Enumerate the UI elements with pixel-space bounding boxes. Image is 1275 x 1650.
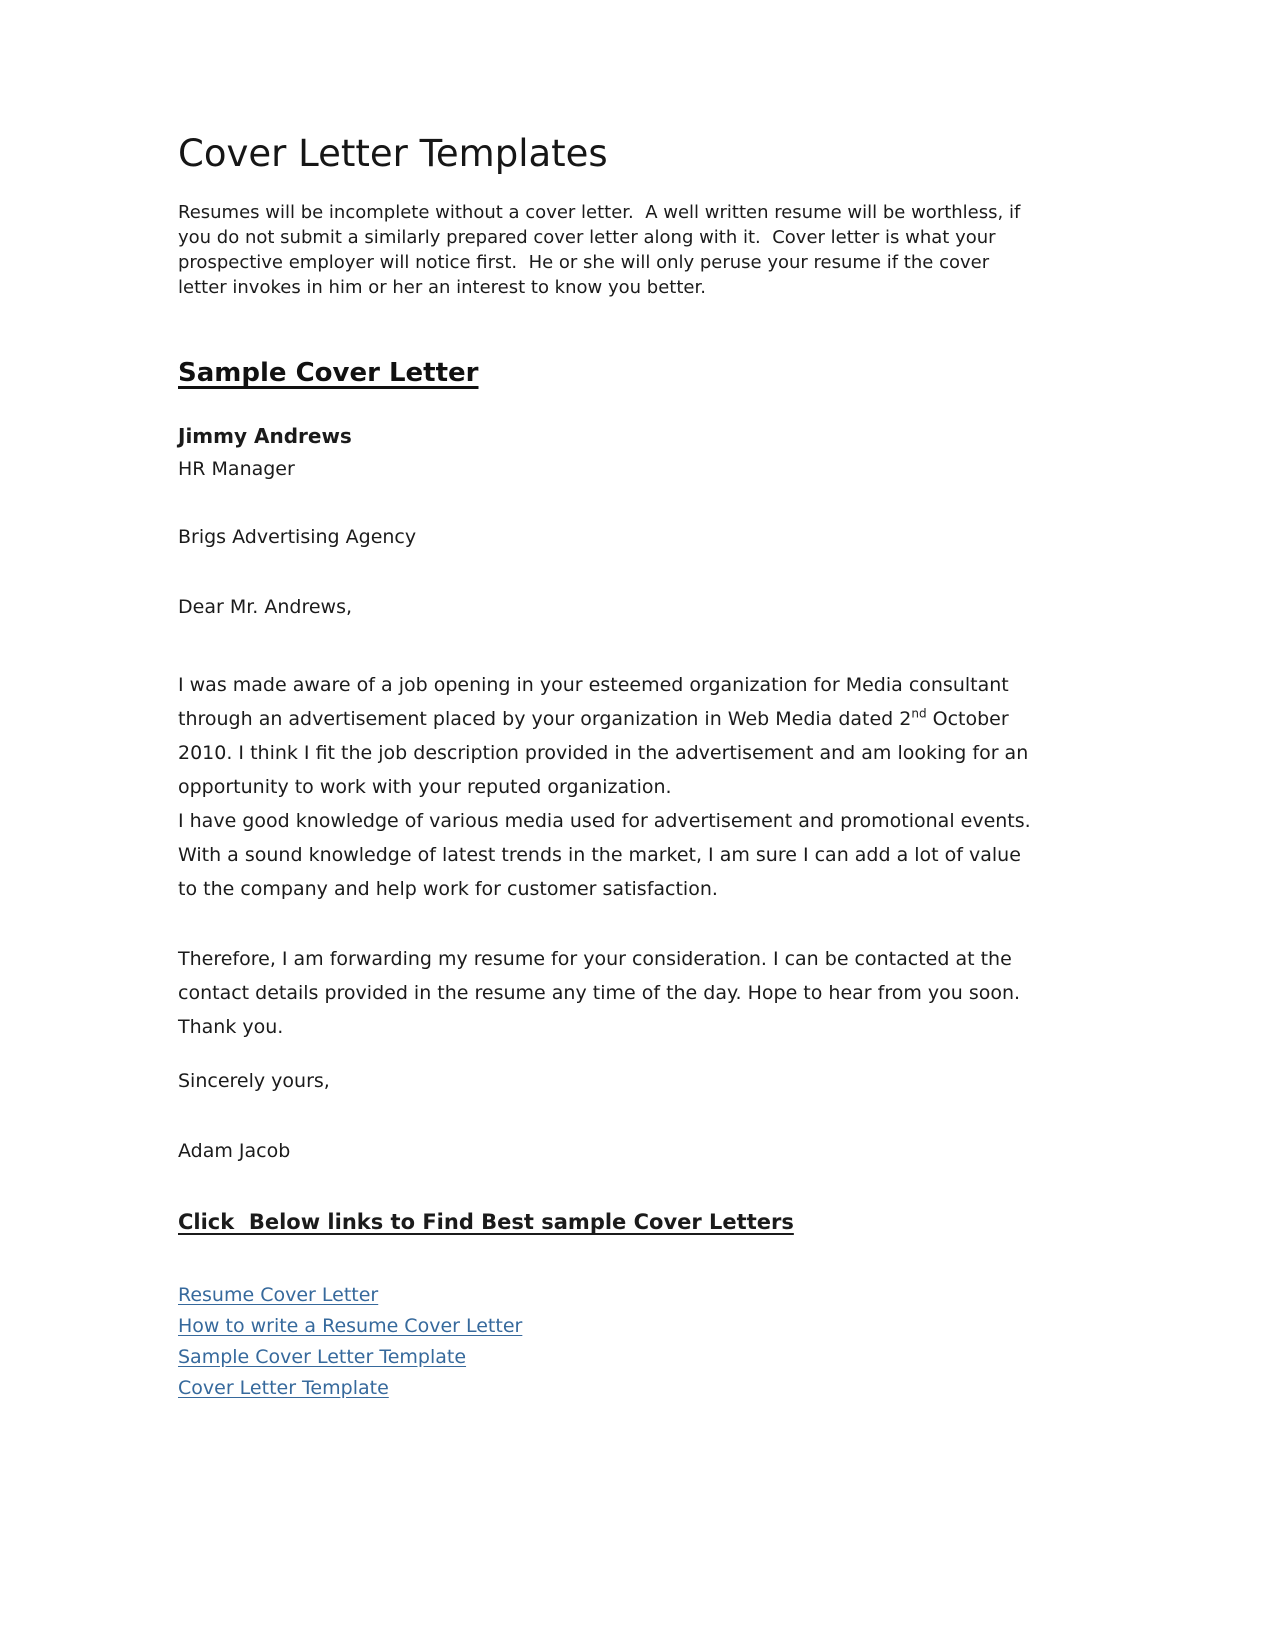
- letter-paragraph-1-text: I was made aware of a job opening in your esteemed organization for Media consultant through an advertisement placed by your organization in Web Media dated 2: [178, 674, 1009, 731]
- sample-cover-letter-heading-text: Sample Cover Letter: [178, 358, 479, 389]
- letter-paragraph-1-continued: October 2010. I think I fit the job description provided in the advertisement and am looking for an opportunity to work with your reputed organization.: [178, 708, 1029, 799]
- letter-paragraph-1: [178, 668, 1040, 804]
- intro-paragraph: Resumes will be incomplete without a cover letter. A well written resume will be worthless, if you do not submit a similarly prepared cover letter along with it. Cover letter is what your prospective employer will notice first. He or she will only peruse your resume if the cover letter invokes in him or her an interest to know you better.: [178, 202, 1027, 299]
- document-content: [178, 132, 1040, 1404]
- link-resume-cover-letter[interactable]: Resume Cover Letter: [178, 1284, 379, 1307]
- link-how-to-write-resume-cover-letter[interactable]: How to write a Resume Cover Letter: [178, 1315, 523, 1338]
- salutation: Dear Mr. Andrews,: [178, 596, 353, 619]
- cover-letter-links: [178, 1280, 1040, 1404]
- closing: Sincerely yours,: [178, 1070, 330, 1093]
- recipient-name: Jimmy Andrews: [178, 424, 352, 449]
- ordinal-superscript: nd: [911, 707, 927, 722]
- signature: Adam Jacob: [178, 1140, 291, 1163]
- letter-paragraph-3: Therefore, I am forwarding my resume for your consideration. I can be contacted at the contact details provided in the resume any time of the day. Hope to hear from you soon. Thank you.: [178, 948, 1021, 1039]
- letter-paragraph-2: I have good knowledge of various media used for advertisement and promotional events. With a sound knowledge of latest trends in the market, I am sure I can add a lot of value to the company and help work for customer satisfaction.: [178, 810, 1031, 901]
- company-name: Brigs Advertising Agency: [178, 526, 417, 549]
- link-cover-letter-template[interactable]: Cover Letter Template: [178, 1377, 389, 1400]
- links-section-heading-text: Click Below links to Find Best sample Cover Letters: [178, 1210, 794, 1235]
- page-title: Cover Letter Templates: [178, 132, 608, 175]
- sample-cover-letter-heading: [178, 358, 1040, 388]
- recipient-title: HR Manager: [178, 458, 295, 481]
- link-sample-cover-letter-template[interactable]: Sample Cover Letter Template: [178, 1346, 467, 1369]
- links-section-heading: [178, 1210, 1040, 1234]
